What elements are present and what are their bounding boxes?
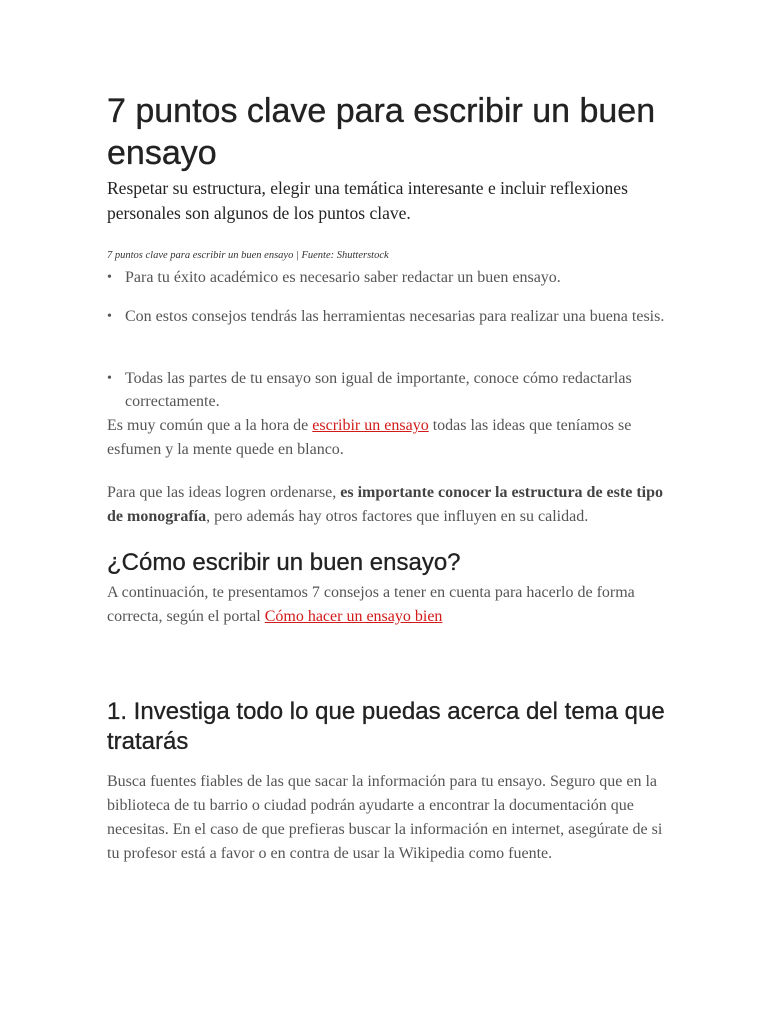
- article-subtitle: Respetar su estructura, elegir una temática interesante e incluir reflexiones personales son algunos de los puntos clave.: [107, 178, 628, 223]
- list-item: [107, 367, 665, 413]
- tip-1-body: Busca fuentes fiables de las que sacar la información para tu ensayo. Seguro que en la biblioteca de tu barrio o ciudad podrán ayudarte a encontrar la documentación que necesitas. En el caso de que prefieras buscar la información en internet, asegúrate de si tu profesor está a favor o en contra de usar la Wikipedia como fuente.: [107, 773, 663, 862]
- como-hacer-ensayo-link[interactable]: Cómo hacer un ensayo bien: [264, 608, 443, 625]
- intro-text-before: Es muy común que a la hora de: [107, 417, 313, 434]
- bullet-icon: •: [107, 371, 112, 386]
- section-intro-paragraph: [107, 581, 667, 629]
- escribir-ensayo-link[interactable]: escribir un ensayo: [312, 417, 429, 434]
- article-title: 7 puntos clave para escribir un buen ensayo: [107, 92, 656, 172]
- structure-paragraph: [107, 481, 667, 529]
- structure-text-before: Para que las ideas logren ordenarse,: [107, 484, 341, 501]
- structure-text-after: , pero además hay otros factores que influyen en su calidad.: [206, 508, 589, 525]
- image-caption: 7 puntos clave para escribir un buen ensayo | Fuente: Shutterstock: [107, 250, 389, 261]
- list-item: [107, 305, 665, 328]
- intro-text-after: todas las ideas que teníamos se esfumen y la mente quede en blanco.: [107, 417, 632, 458]
- intro-paragraph: [107, 414, 667, 462]
- bullet-icon: •: [107, 270, 112, 285]
- highlight-text: Todas las partes de tu ensayo son igual de importante, conoce cómo redactarlas correctamente.: [125, 370, 632, 410]
- section-intro-text: A continuación, te presentamos 7 consejos a tener en cuenta para hacerlo de forma correcta, según el portal: [107, 584, 635, 625]
- bullet-icon: •: [107, 309, 112, 324]
- tip-1-heading: 1. Investiga todo lo que puedas acerca del tema que tratarás: [107, 698, 665, 755]
- list-item: [107, 266, 665, 289]
- highlight-text: Con estos consejos tendrás las herramientas necesarias para realizar una buena tesis.: [125, 308, 665, 325]
- section-heading: ¿Cómo escribir un buen ensayo?: [107, 549, 461, 576]
- highlight-text: Para tu éxito académico es necesario saber redactar un buen ensayo.: [125, 269, 561, 286]
- structure-bold-text: es importante conocer la estructura de este tipo de monografía: [107, 484, 663, 525]
